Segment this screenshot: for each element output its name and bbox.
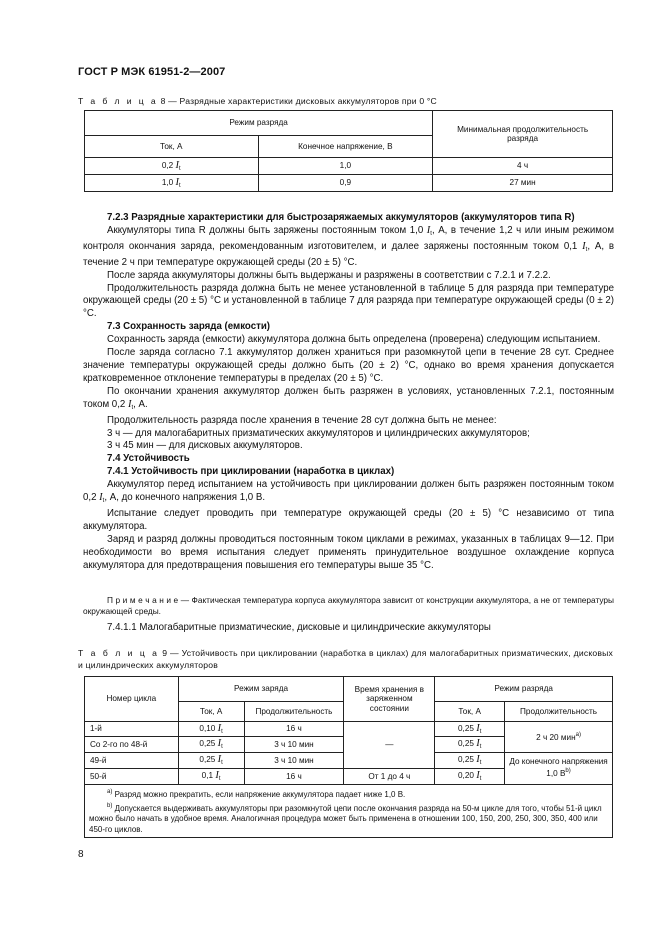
current-coef: 0,10 [199,723,216,733]
footnote-mark: а) [107,789,113,795]
table9-cell-charge-duration: 16 ч [244,769,344,785]
table-row [85,722,613,737]
footnote-mark: b) [107,802,113,809]
paragraph: 3 ч — для малогабаритных призматических аккумуляторов и цилиндрических аккумуляторов; [107,427,530,439]
table9-caption-prefix: Т а б л и ц а [78,648,160,658]
current-symbol: I [582,240,586,252]
current-coef: 0,25 [199,755,216,765]
section-7-2-3-title: 7.2.3 Разрядные характеристики для быстрозаряжаемых аккумуляторов (аккумуляторов типа R) [107,212,575,223]
document-header: ГОСТ Р МЭК 61951-2—2007 [78,66,226,78]
table9-cell-charge-duration: 3 ч 10 мин [244,737,344,753]
text-run: По окончании хранения аккумулятор должен быть разряжен в условиях, установленных 7.2.1, постоянным током 0,2 [83,385,614,410]
paragraph: Продолжительность разряда должна быть не менее установленной в таблице 5 для разряда при температуре окружающей среды (20 ± 5) °С и установленной в таблице 7 для разряда при температуре окружающей среды (0 ± 2) °С. [83,282,614,320]
current-subscript: t [479,760,482,767]
current-subscript: t [585,246,588,253]
table8-cell-current [85,175,259,192]
table9 [84,676,613,838]
current-subscript: t [221,728,223,735]
footnote-text: Разряд можно прекратить, если напряжение аккумулятора падает ниже 1,0 В. [114,790,406,799]
duration-text: До конечного напряжения 1,0 В [509,757,608,778]
table9-cell-storage: От 1 до 4 ч [344,769,435,785]
current-subscript: t [179,182,181,189]
table8-cell-duration: 27 мин [433,175,613,192]
section-7-4-1-1-title: 7.4.1.1 Малогабаритные призматические, дисковые и цилиндрические аккумуляторы [107,622,491,633]
current-subscript: t [479,728,482,735]
current-symbol: I [426,224,431,236]
current-coef: 0,25 [457,739,474,749]
paragraph: Испытание следует проводить при температуре окружающей среды (20 ± 5) °С независимо от типа аккумулятора. [83,507,614,532]
table9-cell-discharge-current [435,722,505,737]
current-subscript: t [221,760,223,767]
current-symbol: I [476,738,480,750]
footnote-b [89,801,608,836]
body-text [83,212,614,572]
section-7-4-1-title: 7.4.1 Устойчивость при циклировании (наработка в циклах) [107,466,395,478]
current-symbol: I [127,398,132,410]
current-coef: 0,20 [457,771,474,781]
table8-header-current: Ток, А [85,136,259,158]
table9-header-discharge-current: Ток, А [435,702,505,722]
current-coef: 0,25 [457,755,474,765]
table8-header-voltage: Конечное напряжение, В [258,136,433,158]
table9-cell-discharge-duration [505,722,613,753]
current-subscript: t [221,744,223,751]
current-symbol: I [476,722,480,734]
current-symbol: I [476,770,480,782]
note-label: П р и м е ч а н и е [107,595,179,605]
table9-caption-text: 9 — Устойчивость при циклировании (наработка в циклах) для малогабаритных призматических, дисковых и цилиндрических аккумуляторов [78,648,614,670]
text-run: , А, в течение 2 ч при температуре окружающей среды (20 ± 5) °С. [83,240,615,268]
current-symbol: I [217,722,222,734]
table9-cell-charge-current [178,737,244,753]
table9-header-charge: Режим заряда [178,677,344,702]
table9-header-storage: Время хранения в заряженном состоянии [344,677,435,722]
current-coef: 0,25 [457,723,474,733]
section-7-3-title: 7.3 Сохранность заряда (емкости) [107,321,271,333]
paragraph: Сохранность заряда (емкости) аккумулятора должна быть определена (проверена) следующим испытанием. [107,334,601,346]
table8-cell-current [85,158,259,175]
table9-cell-charge-duration: 3 ч 10 мин [244,753,344,769]
table9-cell-cycle: 49-й [85,753,179,769]
current-coef: 0,1 [201,771,214,781]
footnote-mark: а) [575,731,581,738]
current-subscript: t [479,744,482,751]
footnote-a [89,787,608,801]
table-row [85,175,613,192]
table9-cell-charge-current [178,722,244,737]
table8-caption [78,96,437,106]
table9-cell-discharge-current [435,769,505,785]
current-subscript: t [218,776,221,783]
paragraph: После заряда аккумуляторы должны быть выдержаны и разряжены в соответствии с 7.2.1 и 7.2.2. [107,269,551,281]
duration-text: 2 ч 20 мин [536,732,576,742]
text-run: Аккумуляторы типа R должны быть заряжены постоянным током 1,0 [107,224,424,236]
section-7-4-title: 7.4 Устойчивость [107,453,190,465]
paragraph: После заряда согласно 7.1 аккумулятор должен храниться при разомкнутой цепи в течение 28 сут. Среднее значение температуры окружающей среды должно быть (20 ± 2) °С, однако во время хранения допускается кратковременное отклонение температуры в пределах (20 ± 5) °С. [83,347,614,384]
table9-cell-charge-current [178,753,244,769]
table8-caption-text: 8 — Разрядные характеристики дисковых аккумуляторов при 0 °С [160,96,437,106]
current-symbol: I [175,159,180,171]
footnote-mark: b) [565,768,571,774]
text-run: , А. [133,398,148,410]
table9-cell-cycle: 50-й [85,769,179,785]
current-symbol: I [99,492,103,504]
table9-header-charge-current: Ток, А [178,702,244,722]
current-coef: 0,2 [161,160,174,170]
paragraph [83,479,614,508]
page-number: 8 [78,849,84,860]
table9-cell-cycle: 1-й [85,722,179,737]
table9-footnotes-row [85,785,613,838]
table9-caption [78,648,613,671]
table8-caption-prefix: Т а б л и ц а [78,96,158,106]
current-subscript: t [131,404,134,411]
current-coef: 1,0 [161,177,174,187]
table9-footnotes [85,785,613,838]
text-run: , А, в течение 1,2 ч или иным режимом контроля окончания заряда, рекомендованным изготовителем, и далее заряжены постоянным током 0,1 [83,224,614,252]
current-subscript: t [479,776,482,783]
table9-header-cycle: Номер цикла [85,677,179,722]
current-symbol: I [215,770,219,782]
table-row [85,158,613,175]
paragraph: Заряд и разряд должны проводиться постоянным током циклами в режимах, указанных в таблицах 9—12. При необходимости во время испытания следует применять принудительное воздушное охлаждение корпуса аккумулятора для предотвращения повышения его температуры выше 35 °С. [83,533,614,571]
current-subscript: t [179,165,181,172]
table9-cell-charge-duration: 16 ч [244,722,344,737]
paragraph [83,386,614,415]
current-symbol: I [217,738,222,750]
table9-cell-storage: — [344,722,435,769]
table9-cell-discharge-current [435,737,505,753]
table9-cell-discharge-current [435,753,505,769]
table8-cell-duration: 4 ч [433,158,613,175]
table9-cell-charge-current [178,769,244,785]
table8-cell-voltage: 0,9 [258,175,433,192]
note [83,595,614,617]
footnote-text: Допускается выдерживать аккумуляторы при разомкнутой цепи после окончания разряда на 50-м цикле для того, чтобы 51-й цикл можно было начать в удобное время. Аналогичная процедура может быть применена в отношении 100, 150, 200, 250, 300, 350, 400 или 450-го циклов. [89,803,602,834]
current-symbol: I [217,754,222,766]
current-coef: 0,25 [199,739,216,749]
table9-cell-cycle: Со 2-го по 48-й [85,737,179,753]
table9-header-charge-duration: Продолжительность [244,702,344,722]
current-subscript: t [430,230,432,237]
paragraph: Продолжительность разряда после хранения в течение 28 сут должна быть не менее: [107,414,497,426]
table9-cell-discharge-duration [505,753,613,785]
table9-header-discharge: Режим разряда [435,677,613,702]
paragraph [83,225,614,270]
table8 [84,110,613,192]
text-run: , А, до конечного напряжения 1,0 В. [104,492,266,504]
table9-header-discharge-duration: Продолжительность [505,702,613,722]
text-run: Аккумулятор перед испытанием на устойчивость при циклировании должен быть разряжен постоянным током 0,2 [83,479,614,504]
table8-header-mode: Режим разряда [85,111,433,136]
note-paragraph [83,595,614,617]
current-subscript: t [102,498,105,505]
table8-header-duration: Минимальная продолжительность разряда [433,111,613,158]
paragraph: 3 ч 45 мин — для дисковых аккумуляторов. [107,440,303,452]
note-text: — Фактическая температура корпуса аккумулятора зависит от конструкции аккумулятора, а не от температуры окружающей среды. [83,595,614,616]
table8-cell-voltage: 1,0 [258,158,433,175]
current-symbol: I [476,754,480,766]
current-symbol: I [175,176,180,188]
